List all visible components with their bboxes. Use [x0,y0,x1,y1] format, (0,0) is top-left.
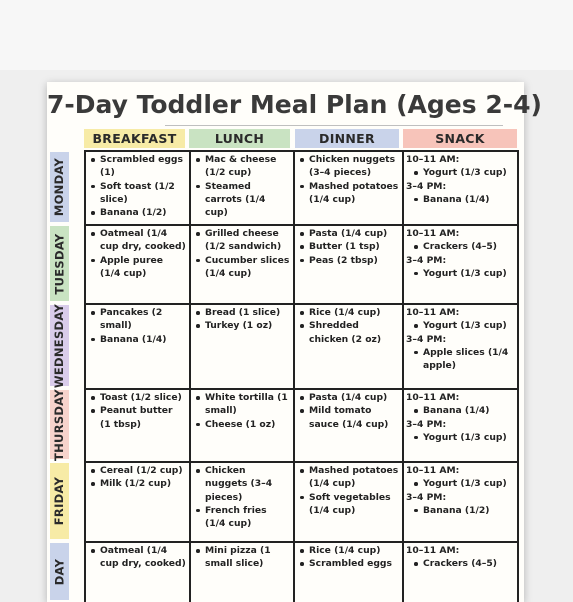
lunch-item: Cheese (1 oz) [194,418,290,431]
snack-cell [406,391,514,444]
lunch-cell [194,227,290,280]
snack-time: 10–11 AM: [406,545,460,556]
dinner-item: Rice (1/4 cup) [298,306,399,319]
lunch-cell [194,306,290,333]
dinner-cell [298,544,399,571]
breakfast-item: Milk (1/2 cup) [89,477,186,490]
dinner-cell [298,306,399,346]
grid-line-vertical [517,150,519,602]
breakfast-item: Oatmeal (1/4 cup dry, cooked) [89,227,186,254]
dinner-item: Soft vegetables (1/4 cup) [298,491,399,518]
dinner-item: Rice (1/4 cup) [298,544,399,557]
breakfast-cell [89,391,186,431]
breakfast-cell [89,227,186,280]
header-dinner: DINNER [295,129,399,148]
snack-time: 10–11 AM: [406,154,460,165]
breakfast-cell [89,544,186,571]
dinner-item: Mashed potatoes (1/4 cup) [298,464,399,491]
dinner-cell [298,153,399,206]
grid-line-horizontal [84,150,519,152]
snack-item: Crackers (4–5) [406,240,514,253]
snack-cell [406,544,514,571]
snack-item: Yogurt (1/3 cup) [406,319,514,332]
lunch-cell [194,153,290,219]
snack-item: Banana (1/2) [406,504,514,517]
lunch-cell [194,464,290,530]
lunch-item: Grilled cheese (1/2 sandwich) [194,227,290,254]
breakfast-item: Cereal (1/2 cup) [89,464,186,477]
grid-line-horizontal [84,224,519,226]
snack-time: 3–4 PM: [406,180,447,192]
page-title: 7-Day Toddler Meal Plan (Ages 2-4) [47,90,542,119]
day-name: TUESDAY [52,232,67,295]
lunch-item: Turkey (1 oz) [194,319,290,332]
grid-line-vertical [402,150,404,602]
grid-line-vertical [84,150,86,602]
breakfast-item: Apple puree (1/4 cup) [89,254,186,281]
day-label-4 [50,463,69,539]
dinner-item: Chicken nuggets (3–4 pieces) [298,153,399,180]
breakfast-item: Soft toast (1/2 slice) [89,180,186,207]
dinner-item: Butter (1 tsp) [298,240,399,253]
grid-line-horizontal [84,388,519,390]
lunch-item: Bread (1 slice) [194,306,290,319]
day-name: MONDAY [52,157,67,217]
dinner-item: Pasta (1/4 cup) [298,227,399,240]
snack-cell [406,464,514,517]
breakfast-item: Toast (1/2 slice) [89,391,186,404]
grid-line-vertical [189,150,191,602]
snack-item: Crackers (4–5) [406,557,514,570]
snack-item: Yogurt (1/3 cup) [406,431,514,444]
lunch-item: Steamed carrots (1/4 cup) [194,180,290,220]
grid-line-vertical [293,150,295,602]
snack-item: Yogurt (1/3 cup) [406,166,514,179]
snack-time: 3–4 PM: [406,491,447,503]
snack-time: 10–11 AM: [406,307,460,318]
dinner-item: Pasta (1/4 cup) [298,391,399,404]
meal-plan-sheet [47,82,542,602]
day-label-3 [50,390,69,459]
dinner-item: Mild tomato sauce (1/4 cup) [298,404,399,431]
lunch-item: French fries (1/4 cup) [194,504,290,531]
day-name: WEDNESDAY [52,303,67,388]
grid-line-horizontal [84,541,519,543]
snack-cell [406,306,514,372]
breakfast-cell [89,306,186,346]
dinner-item: Scrambled eggs [298,557,399,570]
snack-time: 3–4 PM: [406,418,447,430]
lunch-item: Mini pizza (1 small slice) [194,544,290,571]
grid-line-horizontal [84,303,519,305]
snack-cell [406,153,514,206]
day-name: THURSDAY [52,388,67,461]
lunch-item: Chicken nuggets (3–4 pieces) [194,464,290,504]
lunch-item: Mac & cheese (1/2 cup) [194,153,290,180]
dinner-cell [298,227,399,267]
snack-time: 3–4 PM: [406,254,447,266]
snack-time: 3–4 PM: [406,333,447,345]
breakfast-cell [89,464,186,491]
day-label-5 [50,543,69,600]
breakfast-item: Oatmeal (1/4 cup dry, cooked) [89,544,186,571]
snack-item: Banana (1/4) [406,404,514,417]
snack-time: 10–11 AM: [406,465,460,476]
dinner-item: Mashed potatoes (1/4 cup) [298,180,399,207]
day-label-2 [50,305,69,386]
breakfast-item: Pancakes (2 small) [89,306,186,333]
snack-cell [406,227,514,280]
breakfast-item: Banana (1/4) [89,333,186,346]
day-label-0 [50,152,69,222]
grid-line-horizontal [84,461,519,463]
breakfast-cell [89,153,186,219]
snack-item: Yogurt (1/3 cup) [406,267,514,280]
dinner-cell [298,464,399,517]
header-breakfast: BREAKFAST [84,129,185,148]
lunch-cell [194,391,290,431]
lunch-item: White tortilla (1 small) [194,391,290,418]
snack-time: 10–11 AM: [406,228,460,239]
lunch-cell [194,544,290,571]
snack-item: Apple slices (1/4 apple) [406,346,514,373]
breakfast-item: Banana (1/2) [89,206,186,219]
snack-time: 10–11 AM: [406,392,460,403]
header-snack: SNACK [403,129,517,148]
snack-item: Banana (1/4) [406,193,514,206]
day-label-1 [50,226,69,301]
dinner-cell [298,391,399,431]
title-divider [165,125,503,126]
day-name: FRIDAY [52,476,67,526]
snack-item: Yogurt (1/3 cup) [406,477,514,490]
dinner-item: Shredded chicken (2 oz) [298,319,399,346]
breakfast-item: Scrambled eggs (1) [89,153,186,180]
dinner-item: Peas (2 tbsp) [298,254,399,267]
background-band [0,0,573,70]
breakfast-item: Peanut butter (1 tbsp) [89,404,186,431]
header-lunch: LUNCH [189,129,290,148]
day-name: DAY [52,558,67,585]
lunch-item: Cucumber slices (1/4 cup) [194,254,290,281]
